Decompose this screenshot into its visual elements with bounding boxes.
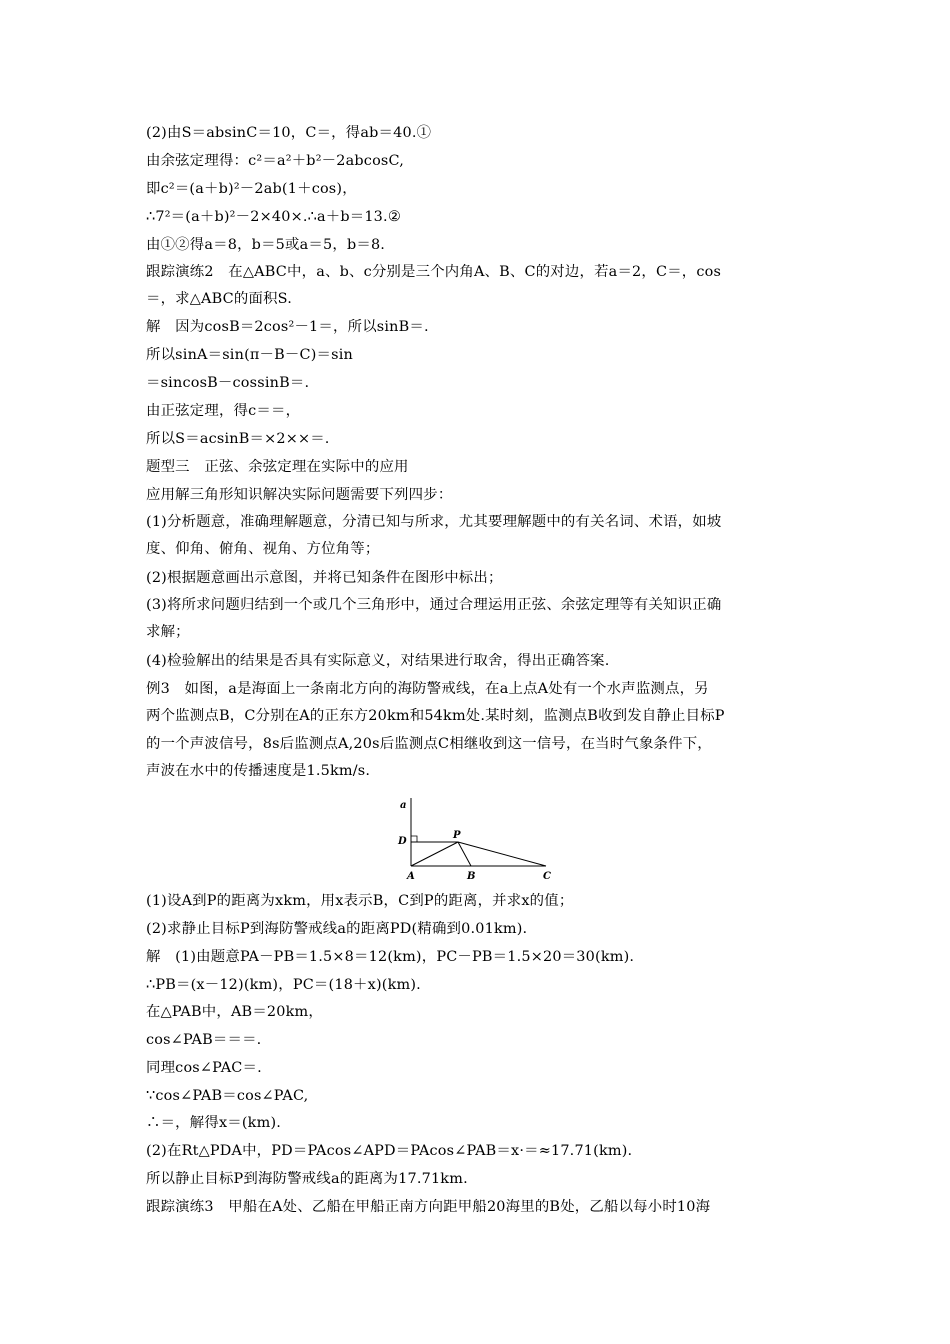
text-line: 在△PAB中，AB＝20km，	[146, 1004, 323, 1020]
text-line: 所以静止目标P到海防警戒线a的距离为17.71km.	[146, 1171, 468, 1187]
label-c: C	[543, 871, 551, 882]
geometry-figure	[396, 796, 562, 884]
text-line: (1)设A到P的距离为xkm，用x表示B，C到P的距离，并求x的值；	[146, 893, 574, 909]
label-b: B	[467, 871, 476, 882]
text-line: 由正弦定理，得c＝＝，	[146, 403, 301, 419]
text-line: 求解；	[146, 624, 190, 640]
text-line: (2)由S＝absinC＝10，C＝，得ab＝40.①	[146, 125, 432, 141]
text-line: 所以S＝acsinB＝×2××＝.	[146, 431, 330, 447]
right-angle-mark	[411, 836, 417, 842]
text-line: 即c²＝(a＋b)²－2ab(1＋cos)，	[146, 181, 357, 197]
text-line: 声波在水中的传播速度是1.5km/s.	[146, 763, 371, 779]
text-line: ∴＝，解得x＝(km).	[146, 1115, 282, 1131]
line-pa	[411, 842, 458, 866]
text-line: 应用解三角形知识解决实际问题需要下列四步：	[146, 487, 453, 503]
text-line: 同理cos∠PAC＝.	[146, 1060, 262, 1076]
text-line: ∵cos∠PAB＝cos∠PAC,	[146, 1088, 309, 1104]
section-heading: 题型三 正弦、余弦定理在实际中的应用	[146, 459, 409, 475]
text-line: ∴PB＝(x－12)(km)，PC＝(18＋x)(km).	[146, 977, 421, 993]
text-line: (2)在Rt△PDA中，PD＝PAcos∠APD＝PAcos∠PAB＝x·＝≈17.71(km).	[146, 1143, 633, 1159]
text-line: 的一个声波信号，8s后监测点A,20s后监测点C相继收到这一信号，在当时气象条件下，	[146, 736, 712, 752]
text-line: 例3 如图，a是海面上一条南北方向的海防警戒线，在a上点A处有一个水声监测点，另	[146, 681, 709, 697]
text-line: cos∠PAB＝＝＝.	[146, 1032, 262, 1048]
label-p: P	[453, 830, 461, 841]
text-line: (3)将所求问题归结到一个或几个三角形中，通过合理运用正弦、余弦定理等有关知识正确	[146, 597, 722, 613]
text-line: (2)求静止目标P到海防警戒线a的距离PD(精确到0.01km).	[146, 921, 528, 937]
label-d: D	[398, 836, 407, 847]
text-line: 度、仰角、俯角、视角、方位角等；	[146, 541, 380, 557]
label-a: a	[400, 800, 407, 811]
text-line: 跟踪演练2 在△ABC中，a、b、c分别是三个内角A、B、C的对边，若a＝2，C＝，cos	[146, 264, 722, 280]
line-pb	[458, 842, 471, 866]
line-pc	[458, 842, 546, 866]
text-line: (1)分析题意，准确理解题意，分清已知与所求，尤其要理解题中的有关名词、术语，如坡	[146, 514, 722, 530]
text-line: 由余弦定理得：c²＝a²＋b²－2abcosC,	[146, 153, 404, 169]
text-line: 两个监测点B，C分别在A的正东方20km和54km处.某时刻，监测点B收到发自静止目标P	[146, 708, 725, 724]
text-line: 解 (1)由题意PA－PB＝1.5×8＝12(km)，PC－PB＝1.5×20＝30(km).	[146, 949, 635, 965]
text-line: 由①②得a＝8，b＝5或a＝5，b＝8.	[146, 237, 386, 253]
figure-svg	[396, 796, 562, 884]
text-line: ＝，求△ABC的面积S.	[146, 291, 292, 307]
text-line: ∴7²＝(a＋b)²－2×40×.∴a＋b＝13.②	[146, 209, 401, 225]
text-line: (2)根据题意画出示意图，并将已知条件在图形中标出；	[146, 570, 503, 586]
text-line: 所以sinA＝sin(π－B－C)＝sin	[146, 347, 353, 363]
text-line: (4)检验解出的结果是否具有实际意义，对结果进行取舍，得出正确答案.	[146, 653, 610, 669]
text-line: ＝sincosB－cossinB＝.	[146, 375, 310, 391]
text-line: 跟踪演练3 甲船在A处、乙船在甲船正南方向距甲船20海里的B处，乙船以每小时10海	[146, 1199, 711, 1215]
label-point-a: A	[407, 871, 415, 882]
text-line: 解 因为cosB＝2cos²－1＝，所以sinB＝.	[146, 319, 429, 335]
